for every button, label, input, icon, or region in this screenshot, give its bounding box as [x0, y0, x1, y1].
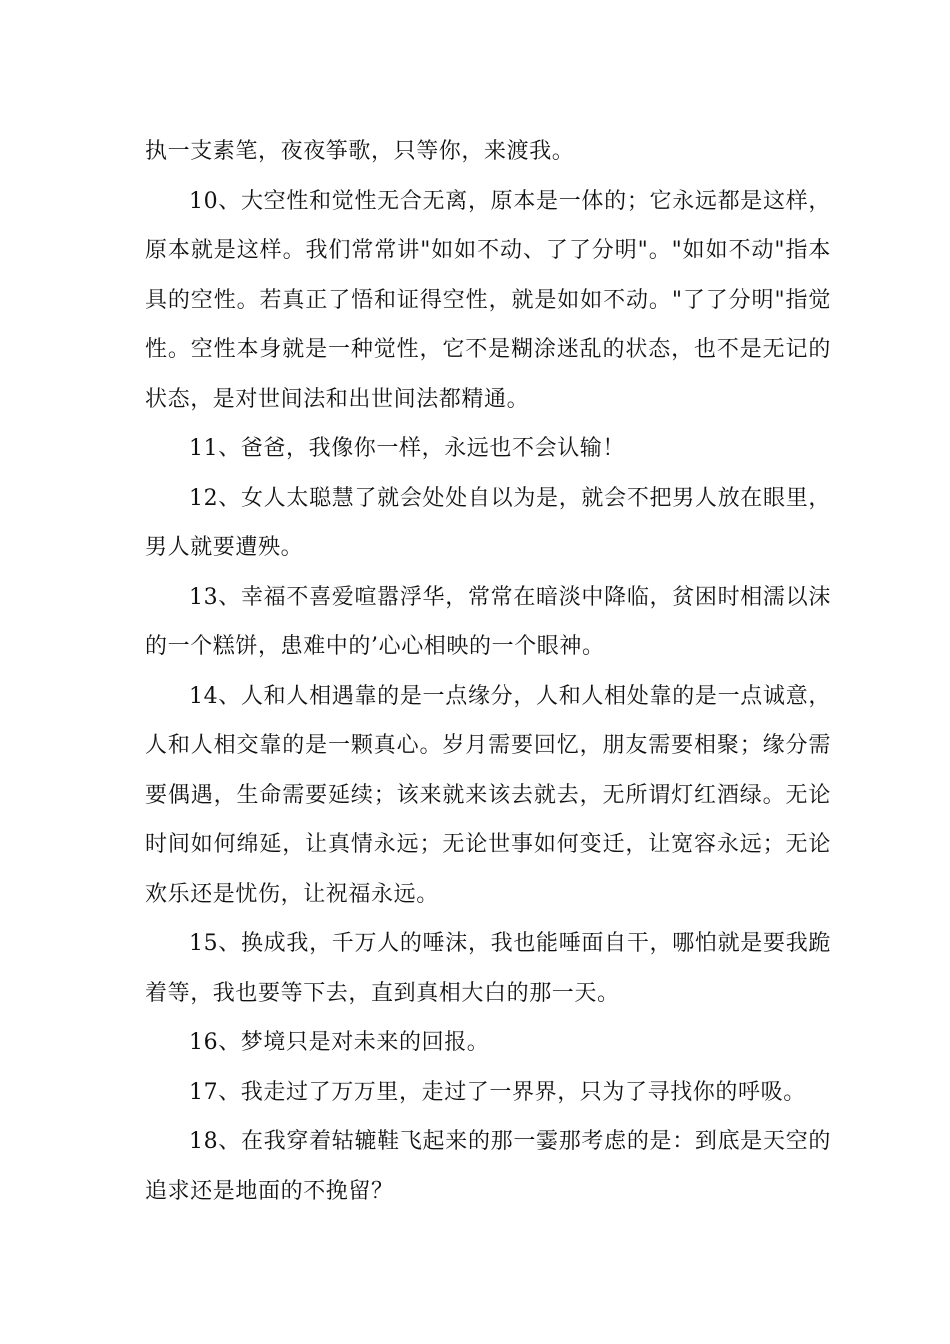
paragraph-item-11: 11、爸爸，我像你一样，永远也不会认输！: [189, 436, 625, 461]
paragraph-item-18: 18、在我穿着轱辘鞋飞起来的那一霎那考虑的是：到底是天空的追求还是地面的不挽留？: [145, 1129, 831, 1204]
paragraph-item-15: 15、换成我，千万人的唾沫，我也能唾面自干，哪怕就是要我跪着等，我也要等下去，直到真相大白的那一天。: [145, 931, 831, 1006]
paragraph-item-13: 13、幸福不喜爱喧嚣浮华，常常在暗淡中降临，贫困时相濡以沫的一个糕饼，患难中的’心心相映的一个眼神。: [145, 584, 831, 659]
paragraph-item-12: 12、女人太聪慧了就会处处自以为是，就会不把男人放在眼里，男人就要遭殃。: [145, 485, 831, 560]
paragraph-item-17: 17、我走过了万万里，走过了一界界，只为了寻找你的呼吸。: [189, 1079, 806, 1105]
paragraph-item-16: 16、梦境只是对未来的回报。: [189, 1030, 490, 1055]
document-body: [145, 127, 831, 1216]
paragraph-item-14: 14、人和人相遇靠的是一点缘分，人和人相处靠的是一点诚意，人和人相交靠的是一颗真心。岁月需要回忆，朋友需要相聚；缘分需要偶遇，生命需要延续；该来就来该去就去，无所谓灯红酒绿。无论时间如何绵延，让真情永远；无论世事如何变迁，让宽容永远；无论欢乐还是忧伤，让祝福永远。: [145, 683, 831, 907]
paragraph-item-10: 10、大空性和觉性无合无离，原本是一体的；它永远都是这样，原本就是这样。我们常常讲"如如不动、了了分明"。"如如不动"指本具的空性。若真正了悟和证得空性，就是如如不动。"了了分明"指觉性。空性本身就是一种觉性，它不是糊涂迷乱的状态，也不是无记的状态，是对世间法和出世间法都精通。: [145, 188, 831, 412]
paragraph-continuation: 执一支素笔，夜夜筝歌，只等你，来渡我。: [145, 139, 575, 164]
